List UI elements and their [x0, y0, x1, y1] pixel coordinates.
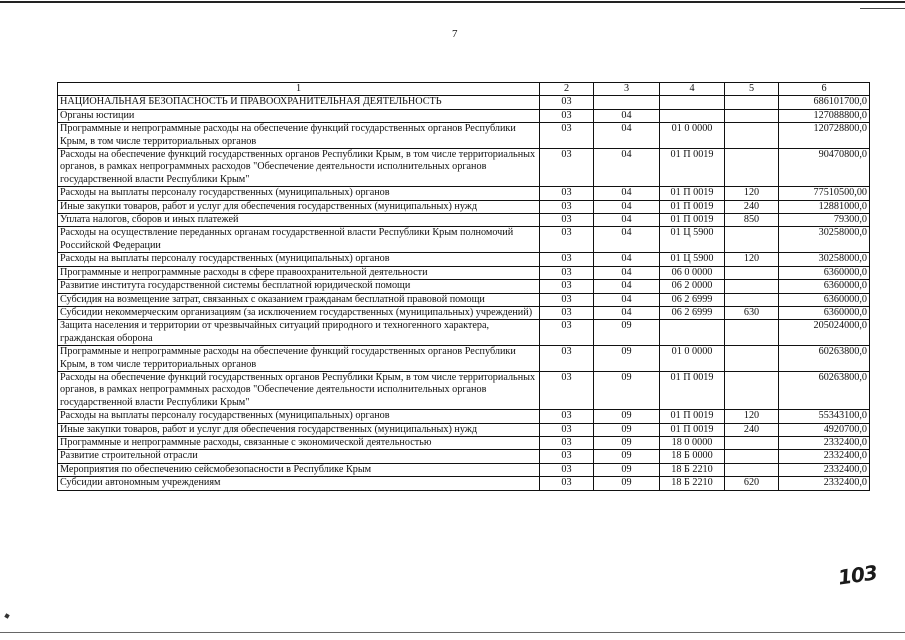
cell-subsection: 04 — [594, 187, 660, 200]
table-row — [58, 200, 870, 213]
cell-expense-type — [725, 123, 779, 149]
cell-section: 03 — [540, 187, 594, 200]
cell-expense-type — [725, 436, 779, 449]
cell-section: 03 — [540, 463, 594, 476]
cell-target: 18 Б 0000 — [660, 450, 725, 463]
cell-target: 01 0 0000 — [660, 346, 725, 372]
table-row — [58, 463, 870, 476]
cell-section: 03 — [540, 423, 594, 436]
cell-expense-type — [725, 96, 779, 109]
cell-subsection — [594, 96, 660, 109]
cell-name: Программные и непрограммные расходы на обеспечение функций государственных органов Республики Крым, в том числе территориальных органов — [58, 123, 540, 149]
cell-section: 03 — [540, 109, 594, 122]
cell-subsection: 09 — [594, 320, 660, 346]
cell-subsection: 04 — [594, 280, 660, 293]
table-row — [58, 346, 870, 372]
cell-amount: 2332400,0 — [779, 477, 870, 490]
cell-expense-type — [725, 109, 779, 122]
table-row — [58, 423, 870, 436]
cell-section: 03 — [540, 346, 594, 372]
cell-name: Мероприятия по обеспечению сейсмобезопасности в Республике Крым — [58, 463, 540, 476]
cell-expense-type: 630 — [725, 306, 779, 319]
column-header-name: 1 — [58, 83, 540, 96]
cell-section: 03 — [540, 214, 594, 227]
cell-target — [660, 96, 725, 109]
column-header-expense-type: 5 — [725, 83, 779, 96]
table-row — [58, 280, 870, 293]
table-row — [58, 253, 870, 266]
column-header-target: 4 — [660, 83, 725, 96]
table-header-row — [58, 83, 870, 96]
cell-name: Уплата налогов, сборов и иных платежей — [58, 214, 540, 227]
cell-subsection: 04 — [594, 253, 660, 266]
cell-name: Расходы на обеспечение функций государственных органов Республики Крым, в том числе территориальных органов, в рамках непрограммных расходов "Обеспечение деятельности исполнительных органов государственной власти Республики Крым" — [58, 371, 540, 409]
cell-target: 18 Б 2210 — [660, 463, 725, 476]
cell-target: 01 П 0019 — [660, 149, 725, 187]
cell-name: Субсидии некоммерческим организациям (за исключением государственных (муниципальных) учреждений) — [58, 306, 540, 319]
cell-name: Расходы на осуществление переданных органам государственной власти Республики Крым полномочий Российской Федерации — [58, 227, 540, 253]
cell-expense-type — [725, 450, 779, 463]
cell-name: Органы юстиции — [58, 109, 540, 122]
cell-subsection: 04 — [594, 149, 660, 187]
cell-amount: 6360000,0 — [779, 280, 870, 293]
cell-name: Программные и непрограммные расходы на обеспечение функций государственных органов Республики Крым, в том числе территориальных органов — [58, 346, 540, 372]
cell-section: 03 — [540, 320, 594, 346]
cell-expense-type: 120 — [725, 253, 779, 266]
cell-subsection: 04 — [594, 109, 660, 122]
cell-name: Развитие строительной отрасли — [58, 450, 540, 463]
table-row — [58, 123, 870, 149]
cell-name: Расходы на выплаты персоналу государственных (муниципальных) органов — [58, 410, 540, 423]
handwritten-page-number: 103 — [836, 560, 879, 590]
cell-expense-type — [725, 266, 779, 279]
cell-target: 01 П 0019 — [660, 214, 725, 227]
cell-section: 03 — [540, 200, 594, 213]
cell-amount: 205024000,0 — [779, 320, 870, 346]
cell-target — [660, 109, 725, 122]
cell-expense-type: 240 — [725, 200, 779, 213]
cell-section: 03 — [540, 227, 594, 253]
cell-expense-type — [725, 371, 779, 409]
budget-table-body — [58, 83, 870, 491]
cell-amount: 6360000,0 — [779, 306, 870, 319]
cell-name: Расходы на выплаты персоналу государственных (муниципальных) органов — [58, 187, 540, 200]
cell-target: 18 0 0000 — [660, 436, 725, 449]
cell-section: 03 — [540, 123, 594, 149]
cell-target: 06 2 6999 — [660, 293, 725, 306]
cell-expense-type — [725, 280, 779, 293]
cell-amount: 2332400,0 — [779, 463, 870, 476]
cell-target — [660, 320, 725, 346]
cell-amount: 77510500,00 — [779, 187, 870, 200]
cell-subsection: 09 — [594, 477, 660, 490]
cell-target: 01 П 0019 — [660, 410, 725, 423]
cell-section: 03 — [540, 149, 594, 187]
cell-expense-type — [725, 463, 779, 476]
cell-amount: 55343100,0 — [779, 410, 870, 423]
cell-name: НАЦИОНАЛЬНАЯ БЕЗОПАСНОСТЬ И ПРАВООХРАНИТЕЛЬНАЯ ДЕЯТЕЛЬНОСТЬ — [58, 96, 540, 109]
cell-section: 03 — [540, 293, 594, 306]
table-row — [58, 450, 870, 463]
column-header-subsection: 3 — [594, 83, 660, 96]
cell-subsection: 09 — [594, 436, 660, 449]
top-rule-fragment — [860, 8, 905, 9]
column-header-amount: 6 — [779, 83, 870, 96]
cell-subsection: 04 — [594, 227, 660, 253]
cell-subsection: 04 — [594, 200, 660, 213]
cell-target: 01 П 0019 — [660, 200, 725, 213]
cell-amount: 79300,0 — [779, 214, 870, 227]
table-row — [58, 320, 870, 346]
cell-name: Иные закупки товаров, работ и услуг для обеспечения государственных (муниципальных) нужд — [58, 200, 540, 213]
cell-amount: 6360000,0 — [779, 266, 870, 279]
cell-target: 18 Б 2210 — [660, 477, 725, 490]
table-row — [58, 436, 870, 449]
cell-name: Субсидии автономным учреждениям — [58, 477, 540, 490]
cell-name: Расходы на выплаты персоналу государственных (муниципальных) органов — [58, 253, 540, 266]
cell-amount: 4920700,0 — [779, 423, 870, 436]
column-header-section: 2 — [540, 83, 594, 96]
cell-amount: 60263800,0 — [779, 346, 870, 372]
cell-expense-type — [725, 320, 779, 346]
cell-subsection: 04 — [594, 293, 660, 306]
cell-section: 03 — [540, 253, 594, 266]
top-rule — [0, 1, 905, 3]
cell-subsection: 09 — [594, 423, 660, 436]
cell-section: 03 — [540, 280, 594, 293]
cell-name: Развитие института государственной системы бесплатной юридической помощи — [58, 280, 540, 293]
cell-subsection: 09 — [594, 371, 660, 409]
table-row — [58, 214, 870, 227]
table-row — [58, 410, 870, 423]
cell-target: 06 0 0000 — [660, 266, 725, 279]
cell-expense-type: 120 — [725, 187, 779, 200]
cell-subsection: 04 — [594, 266, 660, 279]
cell-target: 01 П 0019 — [660, 187, 725, 200]
cell-name: Защита населения и территории от чрезвычайных ситуаций природного и техногенного характера, гражданская оборона — [58, 320, 540, 346]
bottom-rule — [0, 632, 905, 633]
cell-amount: 12881000,0 — [779, 200, 870, 213]
cell-name: Иные закупки товаров, работ и услуг для обеспечения государственных (муниципальных) нужд — [58, 423, 540, 436]
cell-target: 01 Ц 5900 — [660, 227, 725, 253]
table-row — [58, 293, 870, 306]
cell-expense-type: 120 — [725, 410, 779, 423]
cell-section: 03 — [540, 371, 594, 409]
cell-subsection: 04 — [594, 306, 660, 319]
cell-section: 03 — [540, 96, 594, 109]
cell-amount: 6360000,0 — [779, 293, 870, 306]
cell-amount: 30258000,0 — [779, 227, 870, 253]
table-row — [58, 187, 870, 200]
cell-amount: 30258000,0 — [779, 253, 870, 266]
cell-expense-type — [725, 149, 779, 187]
cell-expense-type — [725, 293, 779, 306]
cell-expense-type: 620 — [725, 477, 779, 490]
cell-target: 01 П 0019 — [660, 423, 725, 436]
cell-target: 06 2 6999 — [660, 306, 725, 319]
cell-amount: 2332400,0 — [779, 436, 870, 449]
cell-expense-type — [725, 227, 779, 253]
cell-subsection: 09 — [594, 463, 660, 476]
cell-section: 03 — [540, 266, 594, 279]
page-number: 7 — [452, 28, 458, 40]
cell-subsection: 09 — [594, 450, 660, 463]
cell-amount: 2332400,0 — [779, 450, 870, 463]
cell-section: 03 — [540, 410, 594, 423]
table-row — [58, 266, 870, 279]
cell-subsection: 04 — [594, 214, 660, 227]
cell-subsection: 04 — [594, 123, 660, 149]
scan-artifact — [4, 613, 9, 618]
cell-name: Программные и непрограммные расходы в сфере правоохранительной деятельности — [58, 266, 540, 279]
cell-amount: 686101700,0 — [779, 96, 870, 109]
cell-name: Программные и непрограммные расходы, связанные с экономической деятельностью — [58, 436, 540, 449]
table-row — [58, 371, 870, 409]
cell-target: 01 0 0000 — [660, 123, 725, 149]
cell-section: 03 — [540, 450, 594, 463]
cell-amount: 60263800,0 — [779, 371, 870, 409]
cell-section: 03 — [540, 306, 594, 319]
cell-name: Расходы на обеспечение функций государственных органов Республики Крым, в том числе территориальных органов, в рамках непрограммных расходов "Обеспечение деятельности исполнительных органов государственной власти Республики Крым" — [58, 149, 540, 187]
budget-table — [57, 82, 870, 491]
cell-amount: 127088800,0 — [779, 109, 870, 122]
cell-section: 03 — [540, 436, 594, 449]
cell-section: 03 — [540, 477, 594, 490]
table-row — [58, 477, 870, 490]
cell-subsection: 09 — [594, 346, 660, 372]
table-row — [58, 149, 870, 187]
cell-amount: 120728800,0 — [779, 123, 870, 149]
table-row — [58, 109, 870, 122]
cell-expense-type: 850 — [725, 214, 779, 227]
cell-target: 01 П 0019 — [660, 371, 725, 409]
cell-target: 01 Ц 5900 — [660, 253, 725, 266]
cell-name: Субсидия на возмещение затрат, связанных с оказанием гражданам бесплатной правовой помощи — [58, 293, 540, 306]
table-row — [58, 306, 870, 319]
cell-amount: 90470800,0 — [779, 149, 870, 187]
cell-target: 06 2 0000 — [660, 280, 725, 293]
table-row — [58, 96, 870, 109]
cell-subsection: 09 — [594, 410, 660, 423]
table-row — [58, 227, 870, 253]
cell-expense-type — [725, 346, 779, 372]
cell-expense-type: 240 — [725, 423, 779, 436]
